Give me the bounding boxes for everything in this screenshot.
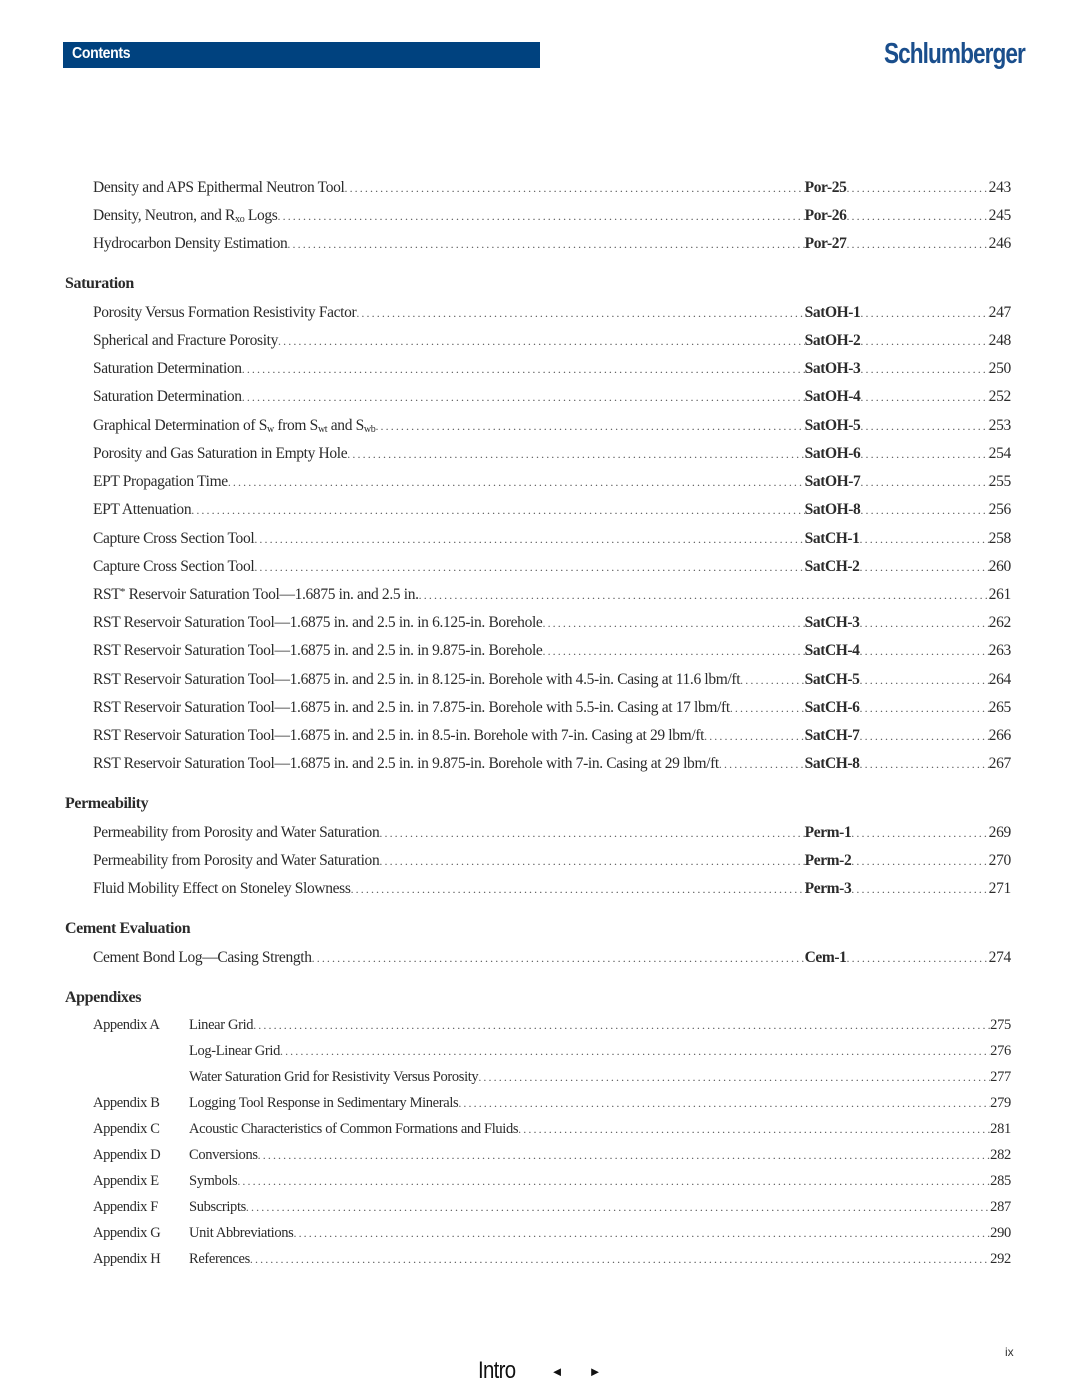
leader-dots xyxy=(860,555,989,579)
entry-page: 275 xyxy=(990,1017,1011,1033)
entry-title: Hydrocarbon Density Estimation xyxy=(93,235,288,252)
leader-dots xyxy=(278,204,805,228)
appendix-entry[interactable] xyxy=(93,1065,1011,1089)
contents-title: Contents xyxy=(72,45,131,62)
entry-title: RST Reservoir Saturation Tool—1.6875 in. and 2.5 in. in 8.5-in. Borehole with 7-in. Casing at 29 lbm/ft xyxy=(93,727,705,744)
leader-dots xyxy=(312,946,805,970)
entry-page: 248 xyxy=(988,332,1011,349)
section-heading-appendixes: Appendixes xyxy=(65,989,142,1006)
appendix-entry[interactable] xyxy=(93,1143,1011,1167)
leader-dots xyxy=(228,470,805,494)
entry-title: Linear Grid xyxy=(189,1017,254,1033)
entry-code: SatOH-3 xyxy=(804,360,861,377)
leader-dots xyxy=(347,442,804,466)
leader-dots xyxy=(287,232,804,256)
leader-dots xyxy=(860,329,988,353)
entry-page: 256 xyxy=(988,501,1011,518)
next-page-icon[interactable]: ► xyxy=(588,1363,602,1379)
leader-dots xyxy=(860,414,988,438)
entry-page: 266 xyxy=(988,727,1011,744)
entry-code: SatOH-7 xyxy=(804,473,861,490)
entry-title: RST Reservoir Saturation Tool—1.6875 in. and 2.5 in. in 7.875-in. Borehole with 5.5-in. Casing at 17 lbm/ft xyxy=(93,699,730,716)
leader-dots xyxy=(356,301,804,325)
toc-entry[interactable] xyxy=(93,583,1011,607)
entry-page: 246 xyxy=(988,235,1011,252)
leader-dots xyxy=(518,1117,990,1141)
entry-code: SatOH-6 xyxy=(804,445,861,462)
entry-title: Porosity and Gas Saturation in Empty Hole xyxy=(93,445,348,462)
entry-title: RST Reservoir Saturation Tool—1.6875 in. and 2.5 in. in 9.875-in. Borehole with 7-in. Casing at 29 lbm/ft xyxy=(93,755,719,772)
entry-title: Graphical Determination of $S_w$ from $S_{wt}$ and $S_{wb}$ xyxy=(93,417,376,435)
leader-dots xyxy=(704,724,805,748)
leader-dots xyxy=(860,527,989,551)
entry-title: Spherical and Fracture Porosity xyxy=(93,332,279,349)
leader-dots xyxy=(730,696,805,720)
entry-code: SatOH-2 xyxy=(804,332,861,349)
entry-title: Water Saturation Grid for Resistivity Versus Porosity xyxy=(189,1069,479,1085)
entry-code: SatCH-8 xyxy=(804,755,860,772)
entry-page: 267 xyxy=(988,755,1011,772)
leader-dots xyxy=(860,639,989,663)
leader-dots xyxy=(379,849,804,873)
entry-page: 276 xyxy=(990,1043,1011,1059)
entry-title: Capture Cross Section Tool xyxy=(93,558,255,575)
entry-page: 247 xyxy=(988,304,1011,321)
intro-link[interactable]: Intro xyxy=(478,1357,516,1384)
toc-entry[interactable] xyxy=(93,849,1011,873)
leader-dots xyxy=(542,611,804,635)
entry-title: Porosity Versus Formation Resistivity Factor xyxy=(93,304,357,321)
leader-dots xyxy=(860,301,988,325)
entry-page: 252 xyxy=(988,388,1011,405)
appendix-label: Appendix A xyxy=(93,1017,160,1033)
toc-entry[interactable] xyxy=(93,414,1011,438)
page-navigation xyxy=(478,1357,614,1385)
entry-code: Por-27 xyxy=(804,235,847,252)
leader-dots xyxy=(379,821,804,845)
leader-dots xyxy=(846,204,988,228)
entry-page: 290 xyxy=(990,1225,1011,1241)
leader-dots xyxy=(280,1039,990,1063)
entry-page: 250 xyxy=(988,360,1011,377)
entry-code: SatCH-7 xyxy=(804,727,860,744)
entry-page: 245 xyxy=(988,207,1011,224)
entry-code: SatCH-3 xyxy=(804,614,860,631)
entry-code: Por-25 xyxy=(804,179,847,196)
appendix-entry[interactable] xyxy=(93,1247,1011,1271)
leader-dots xyxy=(740,668,804,692)
entry-title: Permeability from Porosity and Water Saturation xyxy=(93,824,380,841)
appendix-entry[interactable] xyxy=(93,1117,1011,1141)
entry-code: SatOH-4 xyxy=(804,388,861,405)
leader-dots xyxy=(237,1169,990,1193)
leader-dots xyxy=(258,1143,990,1167)
entry-title: Density and APS Epithermal Neutron Tool xyxy=(93,179,345,196)
contents-header-bar xyxy=(63,42,540,68)
section-heading-cement-evaluation: Cement Evaluation xyxy=(65,920,191,937)
leader-dots xyxy=(351,877,805,901)
leader-dots xyxy=(860,498,988,522)
appendix-entry[interactable] xyxy=(93,1169,1011,1193)
leader-dots xyxy=(344,176,804,200)
entry-title: Log-Linear Grid xyxy=(189,1043,280,1059)
leader-dots xyxy=(242,357,805,381)
appendix-entry[interactable] xyxy=(93,1039,1011,1063)
toc-entry[interactable] xyxy=(93,385,1011,409)
toc-entry[interactable] xyxy=(93,724,1011,748)
toc-entry[interactable] xyxy=(93,696,1011,720)
entry-page: 255 xyxy=(988,473,1011,490)
leader-dots xyxy=(860,470,988,494)
entry-title: EPT Attenuation xyxy=(93,501,192,518)
leader-dots xyxy=(860,724,989,748)
entry-code: SatCH-1 xyxy=(804,530,860,547)
entry-page: 261 xyxy=(988,586,1011,603)
entry-page: 269 xyxy=(988,824,1011,841)
appendix-entry[interactable] xyxy=(93,1195,1011,1219)
entry-title: RST Reservoir Saturation Tool—1.6875 in. and 2.5 in. in 8.125-in. Borehole with 4.5-in. Casing at 11.6 lbm/ft xyxy=(93,671,741,688)
entry-title: Subscripts xyxy=(189,1199,246,1215)
leader-dots xyxy=(846,232,988,256)
entry-page: 285 xyxy=(990,1173,1011,1189)
entry-title: Logging Tool Response in Sedimentary Minerals xyxy=(189,1095,459,1111)
leader-dots xyxy=(293,1221,990,1245)
toc-entry[interactable] xyxy=(93,442,1011,466)
leader-dots xyxy=(242,385,805,409)
entry-page: 262 xyxy=(988,614,1011,631)
appendix-label: Appendix G xyxy=(93,1225,161,1241)
entry-page: 287 xyxy=(990,1199,1011,1215)
leader-dots xyxy=(478,1065,990,1089)
toc-entry[interactable] xyxy=(93,329,1011,353)
trademark-asterisk: * xyxy=(120,587,126,598)
entry-page: 281 xyxy=(990,1121,1011,1137)
leader-dots xyxy=(860,442,988,466)
entry-page: 277 xyxy=(990,1069,1011,1085)
entry-title: Permeability from Porosity and Water Saturation xyxy=(93,852,380,869)
entry-page: 282 xyxy=(990,1147,1011,1163)
appendix-label: Appendix H xyxy=(93,1251,161,1267)
toc-entry[interactable] xyxy=(93,498,1011,522)
entry-code: SatCH-5 xyxy=(804,671,860,688)
entry-page: 265 xyxy=(988,699,1011,716)
entry-page: 260 xyxy=(988,558,1011,575)
page-number: ix xyxy=(1005,1345,1014,1359)
entry-code: SatCH-4 xyxy=(804,642,860,659)
leader-dots xyxy=(253,1013,990,1037)
leader-dots xyxy=(278,329,805,353)
entry-code: SatOH-1 xyxy=(804,304,861,321)
leader-dots xyxy=(847,946,989,970)
toc-entry[interactable] xyxy=(93,176,1011,200)
leader-dots xyxy=(860,752,989,776)
schlumberger-logo: Schlumberger xyxy=(884,38,1025,70)
entry-title: Saturation Determination xyxy=(93,360,242,377)
entry-title: Symbols xyxy=(189,1173,238,1189)
entry-title: References xyxy=(189,1251,250,1267)
leader-dots xyxy=(860,385,988,409)
entry-page: 292 xyxy=(990,1251,1011,1267)
entry-page: 243 xyxy=(988,179,1011,196)
leader-dots xyxy=(191,498,804,522)
entry-page: 270 xyxy=(988,852,1011,869)
section-heading-permeability: Permeability xyxy=(65,795,149,812)
entry-page: 253 xyxy=(988,417,1011,434)
entry-title: Conversions xyxy=(189,1147,258,1163)
toc-entry[interactable] xyxy=(93,946,1011,970)
leader-dots xyxy=(719,752,805,776)
entry-code: Perm-2 xyxy=(804,852,852,869)
toc-entry[interactable] xyxy=(93,668,1011,692)
entry-page: 264 xyxy=(988,671,1011,688)
entry-code: SatOH-5 xyxy=(804,417,861,434)
entry-page: 254 xyxy=(988,445,1011,462)
previous-page-icon[interactable]: ◄ xyxy=(550,1363,564,1379)
entry-title: Fluid Mobility Effect on Stoneley Slowness xyxy=(93,880,351,897)
leader-dots xyxy=(860,357,988,381)
entry-code: Cem-1 xyxy=(804,949,847,966)
entry-code: SatCH-6 xyxy=(804,699,860,716)
entry-code: SatOH-8 xyxy=(804,501,861,518)
leader-dots xyxy=(851,849,988,873)
section-heading-saturation: Saturation xyxy=(65,275,134,292)
entry-page: 274 xyxy=(988,949,1011,966)
entry-page: 258 xyxy=(988,530,1011,547)
appendix-label: Appendix E xyxy=(93,1173,159,1189)
leader-dots xyxy=(254,527,804,551)
entry-title: Unit Abbreviations xyxy=(189,1225,294,1241)
toc-entry[interactable] xyxy=(93,527,1011,551)
appendix-label: Appendix C xyxy=(93,1121,160,1137)
leader-dots xyxy=(851,877,988,901)
entry-title: Saturation Determination xyxy=(93,388,242,405)
leader-dots xyxy=(860,611,989,635)
toc-entry[interactable] xyxy=(93,204,1011,228)
entry-title: RST Reservoir Saturation Tool—1.6875 in. and 2.5 in. in 9.875-in. Borehole xyxy=(93,642,543,659)
entry-title: RST Reservoir Saturation Tool—1.6875 in. and 2.5 in. in 6.125-in. Borehole xyxy=(93,614,543,631)
toc-entry[interactable] xyxy=(93,232,1011,256)
leader-dots xyxy=(250,1247,990,1271)
appendix-entry[interactable] xyxy=(93,1221,1011,1245)
leader-dots xyxy=(458,1091,990,1115)
entry-title: RST* Reservoir Saturation Tool—1.6875 in. and 2.5 in. xyxy=(93,586,419,603)
toc-entry[interactable] xyxy=(93,752,1011,776)
leader-dots xyxy=(419,583,989,607)
toc-entry[interactable] xyxy=(93,470,1011,494)
entry-title: Capture Cross Section Tool xyxy=(93,530,255,547)
toc-entry[interactable] xyxy=(93,611,1011,635)
entry-code: Perm-3 xyxy=(804,880,852,897)
leader-dots xyxy=(375,414,804,438)
appendix-label: Appendix B xyxy=(93,1095,160,1111)
entry-page: 263 xyxy=(988,642,1011,659)
leader-dots xyxy=(254,555,804,579)
entry-title: Density, Neutron, and $R_{xo}$ Logs xyxy=(93,207,278,225)
toc-entry[interactable] xyxy=(93,301,1011,325)
leader-dots xyxy=(846,176,988,200)
appendix-label: Appendix D xyxy=(93,1147,161,1163)
appendix-entry[interactable] xyxy=(93,1013,1011,1037)
entry-page: 279 xyxy=(990,1095,1011,1111)
toc-entry[interactable] xyxy=(93,555,1011,579)
entry-title: Cement Bond Log—Casing Strength xyxy=(93,949,312,966)
entry-code: Perm-1 xyxy=(804,824,852,841)
toc-entry[interactable] xyxy=(93,821,1011,845)
toc-entry[interactable] xyxy=(93,639,1011,663)
leader-dots xyxy=(851,821,988,845)
leader-dots xyxy=(246,1195,990,1219)
entry-code: SatCH-2 xyxy=(804,558,860,575)
leader-dots xyxy=(860,668,989,692)
entry-title: EPT Propagation Time xyxy=(93,473,228,490)
entry-code: Por-26 xyxy=(804,207,847,224)
toc-entry[interactable] xyxy=(93,357,1011,381)
entry-page: 271 xyxy=(988,880,1011,897)
appendix-entry[interactable] xyxy=(93,1091,1011,1115)
entry-title: Acoustic Characteristics of Common Formations and Fluids xyxy=(189,1121,519,1137)
toc-entry[interactable] xyxy=(93,877,1011,901)
leader-dots xyxy=(860,696,989,720)
leader-dots xyxy=(542,639,804,663)
appendix-label: Appendix F xyxy=(93,1199,158,1215)
